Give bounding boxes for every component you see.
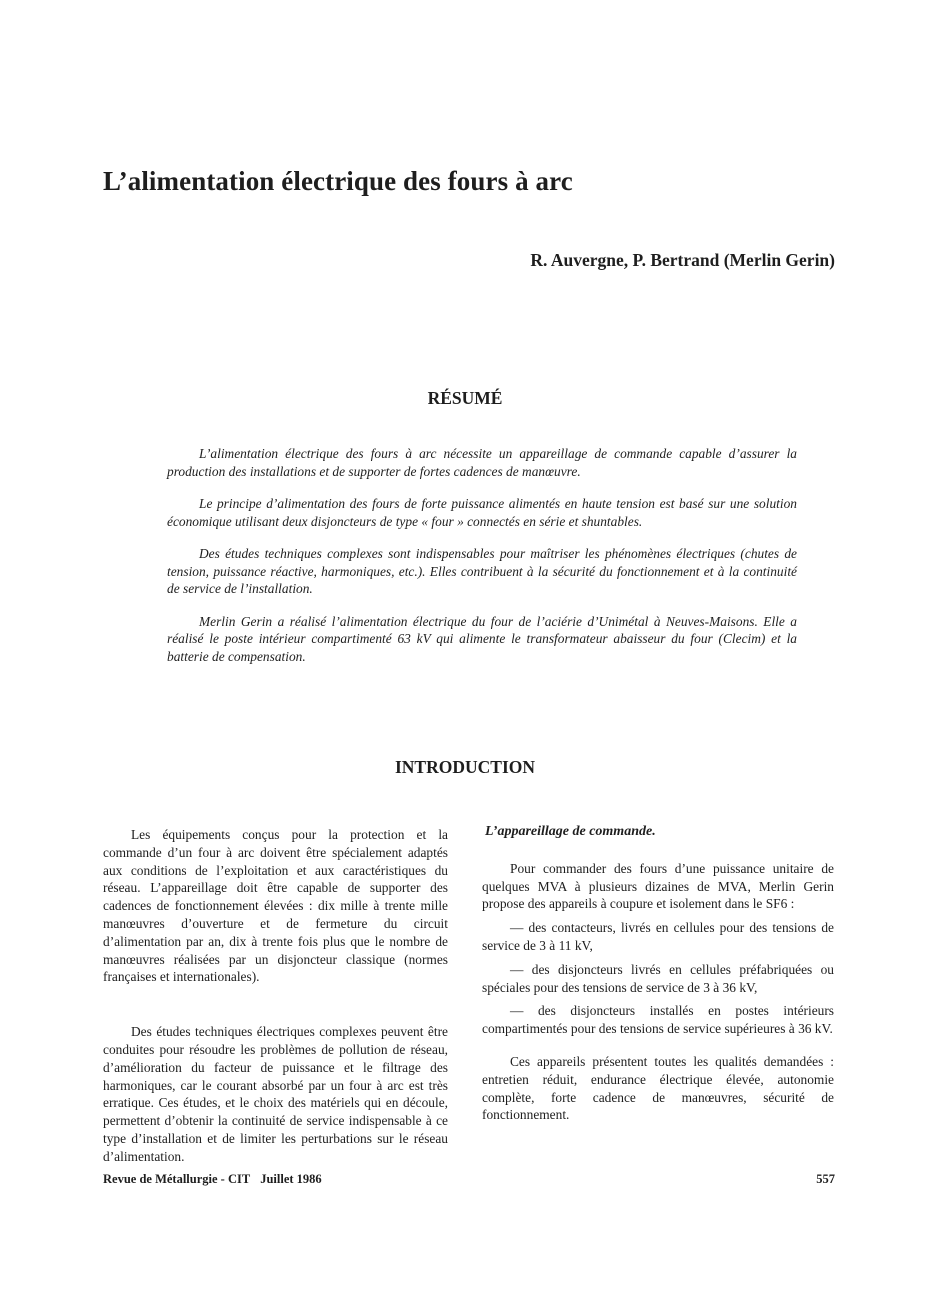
- article-title: L’alimentation électrique des fours à arc: [103, 166, 573, 196]
- introduction-heading: INTRODUCTION: [394, 757, 536, 777]
- left-column: [103, 826, 448, 1166]
- abstract-body: [167, 445, 797, 680]
- list-item: — des disjoncteurs installés en postes intérieurs compartimentés pour des tensions de service supérieures à 36 kV.: [482, 1003, 834, 1037]
- right-column: [482, 823, 834, 1124]
- article-authors: R. Auvergne, P. Bertrand (Merlin Gerin): [530, 250, 835, 270]
- abstract-paragraph: Merlin Gerin a réalisé l’alimentation électrique du four de l’aciérie d’Unimétal à Neuves-Maisons. Elle a réalisé le poste intérieur compartimenté 63 kV qui alimente le transformateur abaisseur du four (Clecim) et la batterie de compensation.: [167, 613, 797, 664]
- list-item: — des contacteurs, livrés en cellules pour des tensions de service de 3 à 11 kV,: [482, 920, 834, 953]
- body-paragraph: Des études techniques électriques complexes peuvent être conduites pour résoudre les problèmes de pollution de réseau, d’amélioration du facteur de puissance et le filtrage des harmoniques, car le courant absorbé par un four à arc est très erratique. Ces études, et le choix des matériels qui en découle, permettent d’obtenir la continuité de service indispensable à ce type d’installation et de limiter les perturbations sur le réseau d’alimentation.: [103, 1024, 448, 1164]
- body-paragraph: Les équipements conçus pour la protection et la commande d’un four à arc doivent être spécialement adaptés aux conditions de l’exploitation et aux caractéristiques du réseau. L’appareillage doit être capable de supporter des cadences de fonctionnement élevées : dix mille à trente mille manœuvres d’ouverture et de fermeture du circuit d’alimentation par an, dix à trente fois plus que le nombre de manœuvres réalisées par un disjoncteur classique (normes françaises et internationales).: [103, 827, 448, 985]
- equipment-list: [482, 919, 834, 1038]
- list-item: — des disjoncteurs livrés en cellules préfabriquées ou spéciales pour des tensions de service de 3 à 36 kV,: [482, 961, 834, 995]
- journal-name: Revue de Métallurgie - CIT: [103, 1172, 251, 1186]
- abstract-paragraph: Le principe d’alimentation des fours de forte puissance alimentés en haute tension est basé sur une solution économique utilisant deux disjoncteurs de type « four » connectés en série et shuntables.: [167, 496, 797, 529]
- abstract-heading: RÉSUMÉ: [427, 388, 503, 408]
- body-paragraph: Ces appareils présentent toutes les qualités demandées : entretien réduit, endurance électrique élevée, autonomie complète, forte cadence de manœuvres, sécurité de fonctionnement.: [482, 1053, 834, 1123]
- abstract-paragraph: L’alimentation électrique des fours à arc nécessite un appareillage de commande capable d’assurer la production des installations et de supporter de fortes cadences de manœuvre.: [167, 446, 797, 479]
- section-subheading: L’appareillage de commande.: [485, 824, 656, 839]
- body-paragraph: Pour commander des fours d’une puissance unitaire de quelques MVA à plusieurs dizaines de MVA, Merlin Gerin propose des appareils à coupure et isolement dans le SF6 :: [482, 860, 834, 912]
- journal-footer: [103, 1172, 322, 1187]
- page-number: 557: [816, 1172, 835, 1186]
- abstract-paragraph: Des études techniques complexes sont indispensables pour maîtriser les phénomènes électriques (chutes de tension, puissance réactive, harmoniques, etc.). Elles contribuent à la sécurité du fonctionnement et à la continuité de service de l’installation.: [167, 546, 797, 596]
- issue-date: Juillet 1986: [260, 1172, 322, 1186]
